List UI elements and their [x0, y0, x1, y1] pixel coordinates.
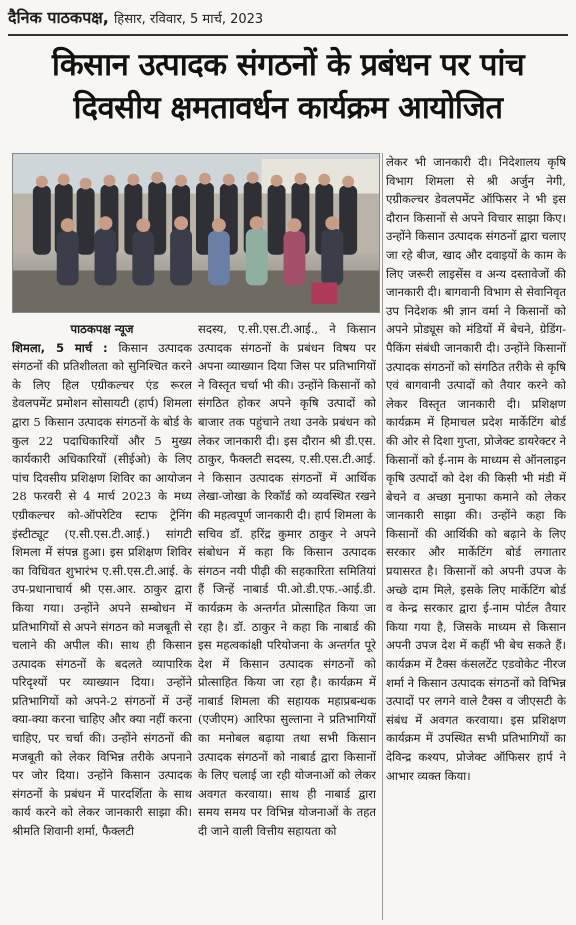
masthead-dateline	[8, 6, 568, 32]
article-column-1	[12, 320, 192, 920]
group-photo-illustration	[13, 154, 379, 312]
article-text-column-2: सदस्य, ए.सी.एस.टी.आई., ने किसान उत्पादक संगठनों के प्रबंधन विषय पर अपना व्याख्यान दिया जिस पर प्रतिभागियों ने विस्तृत चर्चा भी की। उन्होंने किसानों को संगठित होकर अपने कृषि उत्पादों को बाजार तक पहुंचाने तथा उनके प्रबंधन को लेकर जानकारी दी। इस दौरान श्री डी.एस. ठाकुर, फैक्लटी सदस्य, ए.सी.एस.टी.आई. ने किसान उत्पादक संगठनों में आर्थिक लेखा-जोखा के रिकॉर्ड को व्यवस्थित रखने की महत्वपूर्ण जानकारी दी। हार्प शिमला के सचिव डॉ. हरिंद्र कुमार ठाकुर ने अपने संबोधन में कहा कि किसान उत्पादक संगठन नयी पीढ़ी की सहकारिता समितियां हैं जिन्हें नाबार्ड पी.ओ.डी.एफ.-आई.डी. कार्यक्रम के अन्तर्गत प्रोत्साहित किया जा रहा है। डॉ. ठाकुर ने कहा कि नाबार्ड की इस महत्वकांक्षी परियोजना के अन्तर्गत पूरे देश में किसान उत्पादक संगठनों को प्रोत्साहित किया जा रहा है। कार्यक्रम में नाबार्ड शिमला की सहायक महाप्रबन्धक (एजीएम) आरिफा सुल्ताना ने प्रतिभागियों का मनोबल बढ़ाया तथा सभी किसान उत्पादक संगठनों को नाबार्ड द्वारा किसानों के लिए चलाई जा रही योजनाओं को लेकर अवगत करवाया। साथ ही नाबार्ड द्वारा समय समय पर विभिन्न योजनाओं के तहत दी जाने वाली वित्तीय सहायता को	[198, 322, 376, 839]
article-text-column-3: लेकर भी जानकारी दी। निदेशालय कृषि विभाग शिमला से श्री अर्जुन नेगी, एग्रीकल्चर डेवलपमेंट ऑफिसर ने भी इस दौरान किसानों से अपने विचार साझा किए। उन्होंने किसान उत्पादक संगठनों द्वारा चलाए जा रहे बीज, खाद और दवाइयों के काम के लिए जरूरी लाइसेंस व अन्य दस्तावेजों की जानकारी दी। बागवानी विभाग से सेवानिवृत उप निदेशक श्री ज्ञान वर्मा ने किसानों को अपने प्रोड्यूस को मंडियों में बेचने, ग्रेडिंग-पैकिंग संबंधी जानकारी दी। उन्होंने किसानों उत्पादक संगठनों को संगठित तरीके से कृषि एवं बागवानी उत्पादों को तैयार करने को लेकर विस्तृत जानकारी दी। प्रशिक्षण कार्यक्रम में हिमाचल प्रदेश मार्केटिंग बोर्ड की ओर से दिशा गुप्ता, प्रोजेक्ट डायरेक्टर ने किसानों को ई-नाम के माध्यम से ऑनलाइन कृषि उत्पादों को देश की किसी भी मंडी में बेचने व अच्छा मुनाफा कमाने को लेकर जानकारी साझा की। उन्होंने कहा कि किसानों की आर्थिकी को बढ़ाने के लिए सरकार और मार्केटिंग बोर्ड लगातार प्रयासरत है। किसानों को अपनी उपज के अच्छे दाम मिले, इसके लिए मार्केटिंग बोर्ड व केन्द्र सरकार द्वारा ई-नाम पोर्टल तैयार किया गया है, जिसके माध्यम से किसान अपनी उपज देश में कहीं भी बेच सकते हैं। कार्यक्रम में टैक्स कंसलटेंट एडवोकेट नीरज शर्मा ने किसान उत्पादक संगठनों को विभिन्न उत्पादों पर लगने वाले टैक्स व जीएसटी के संबंध में अवगत करवाया। इस प्रशिक्षण कार्यक्रम में उपस्थित सभी प्रतिभागियों का देविन्द्र कश्यप, प्रोजेक्ट ऑफिसर हार्प ने आभार व्यक्त किया।	[386, 155, 566, 783]
column-divider	[382, 153, 383, 920]
newspaper-page	[8, 6, 568, 919]
masthead-rule	[8, 34, 568, 36]
article-column-2	[198, 320, 376, 920]
article-location-date: शिमला, 5 मार्च :	[12, 340, 119, 355]
article-headline: किसान उत्पादक संगठनों के प्रबंधन पर पांच दिवसीय क्षमतावर्धन कार्यक्रम आयोजित	[51, 47, 525, 126]
article-text-column-1: किसान उत्पादक संगठनों की प्रतिशीलता को सुनिश्चित करने के लिए हिल एग्रीकल्चर एंड रूरल डेवलपमेंट प्रमोशन सोसायटी (हार्प) शिमला द्वारा 5 किसान उत्पादक संगठनों के बोर्ड के कुल 22 पदाधिकारियों और 5 मुख्य कार्यकारी अधिकारियों (सीईओ) के लिए पांच दिवसीय प्रशिक्षण शिविर का आयोजन 28 फरवरी से 4 मार्च 2023 के मध्य एग्रीकल्चर को-ऑपरेटिव स्टाफ ट्रेनिंग इंस्टीट्यूट (ए.सी.एस.टी.आई.) सांगटी शिमला में संपन्न हुआ। इस प्रशिक्षण शिविर का विधिवत शुभारंभ ए.सी.एस.टी.आई. के उप-प्रधानाचार्य श्री एस.आर. ठाकुर द्वारा किया गया। उन्होंने अपने सम्बोधन में प्रतिभागियों से अपने संगठन को मजबूती से चलाने की अपील की। साथ ही किसान उत्पादक संगठनों के बदलते व्यापारिक परिदृश्यों पर व्याख्यान दिया। उन्होंने प्रतिभागियों को अपने-2 संगठनों में उन्हें क्या-क्या करना चाहिए और क्या नहीं करना चाहिए, पर चर्चा की। उन्होंने संगठनों की मजबूती को लेकर विभिन्न तरीके अपनाने पर जोर दिया। उन्होंने किसान उत्पादक संगठनों के प्रबंधन में पारदर्शिता के साथ कार्य करने को लेकर जानकारी साझा की। श्रीमति शिवानी शर्मा, फैक्लटी	[12, 340, 192, 839]
paper-name: दैनिक पाठकपक्ष,	[8, 8, 109, 27]
group-photo	[12, 153, 380, 313]
issue-date: हिसार, रविवार, 5 मार्च, 2023	[113, 12, 264, 27]
article-byline: पाठकपक्ष न्यूज	[70, 322, 134, 336]
article-column-3	[386, 153, 566, 920]
